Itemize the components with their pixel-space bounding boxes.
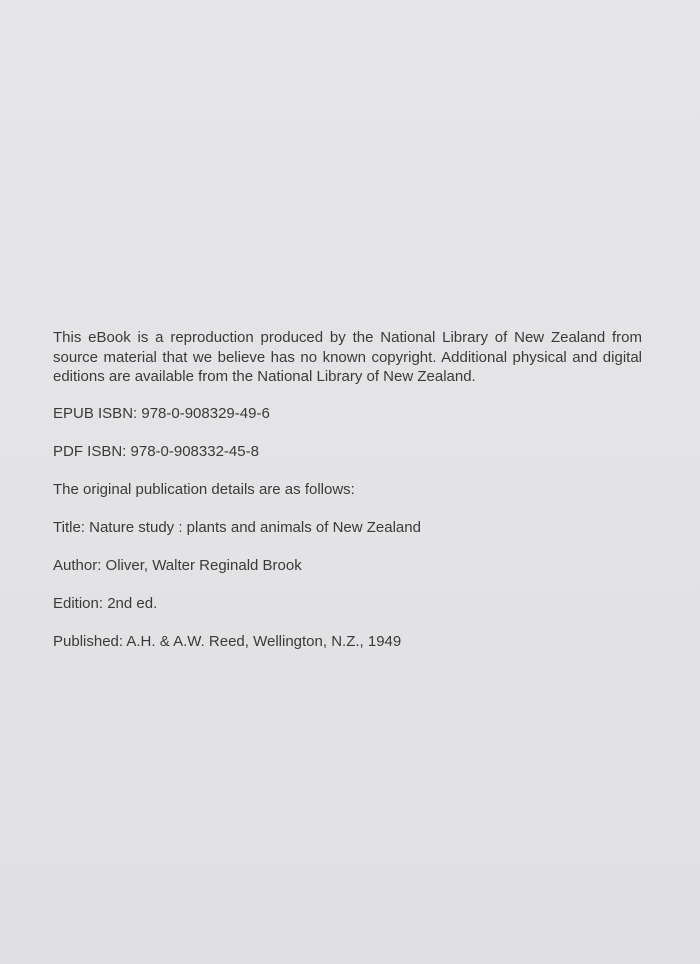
publication-title: Title: Nature study : plants and animals of New Zealand (53, 518, 421, 536)
epub-isbn: EPUB ISBN: 978-0-908329-49-6 (53, 404, 270, 422)
publication-details-heading: The original publication details are as follows: (53, 480, 355, 498)
pdf-isbn: PDF ISBN: 978-0-908332-45-8 (53, 442, 259, 460)
reproduction-statement: This eBook is a reproduction produced by the National Library of New Zealand from source material that we believe has no known copyright. Additional physical and digital editions are available from the National Library of New Zealand. (53, 329, 642, 385)
publication-edition: Edition: 2nd ed. (53, 594, 158, 612)
publication-published: Published: A.H. & A.W. Reed, Wellington, N.Z., 1949 (53, 632, 402, 650)
publication-author: Author: Oliver, Walter Reginald Brook (53, 556, 302, 574)
copyright-notice (53, 328, 642, 651)
